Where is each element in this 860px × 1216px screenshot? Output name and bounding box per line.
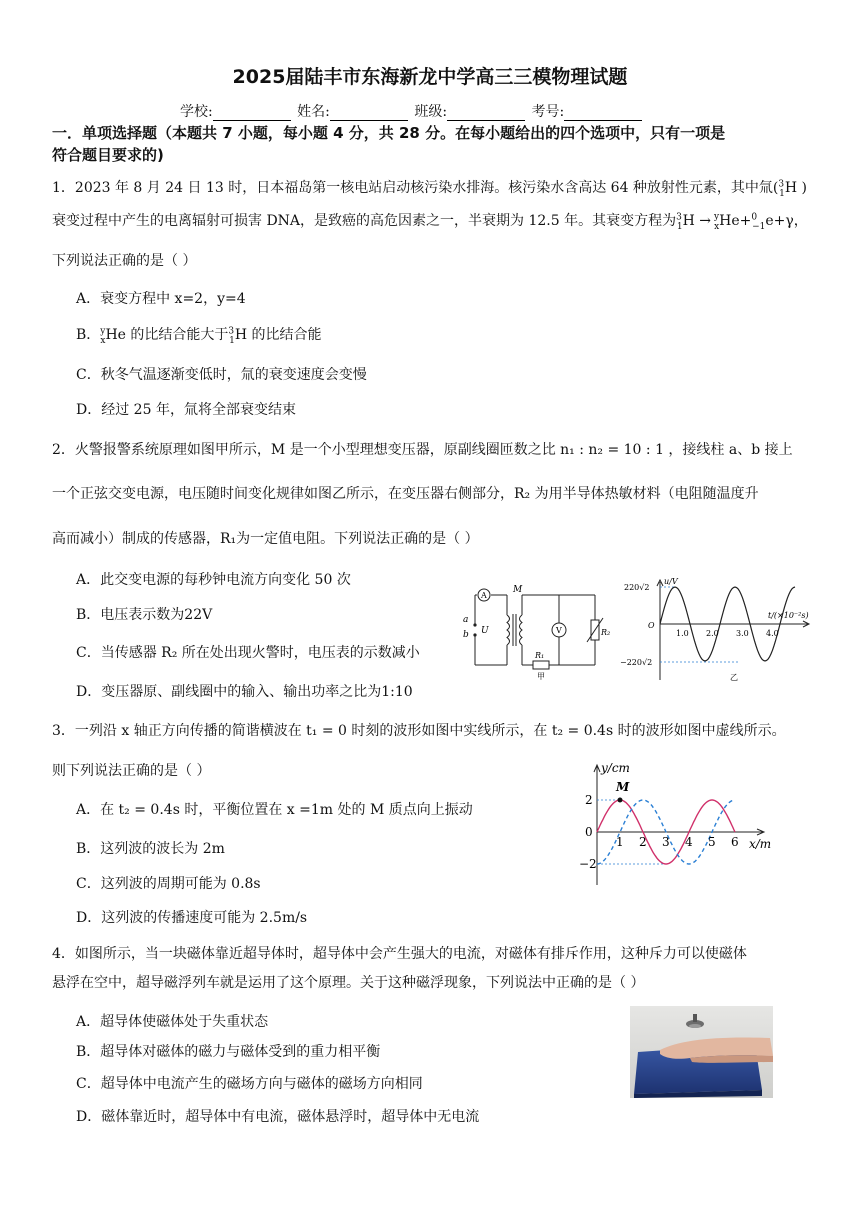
transformer-m-label: M [513, 585, 523, 595]
tick-1: 1.0 [676, 629, 689, 638]
section-heading-line2: 符合题目要求的) [52, 146, 164, 164]
school-label: 学校: [180, 104, 213, 120]
name-label: 姓名: [297, 104, 330, 120]
figure-jia-caption: 甲 [537, 672, 545, 680]
q1-option-b-tail: H 的比结合能 [234, 327, 322, 343]
q2-option-d: D．变压器原、副线圈中的输入、输出功率之比为1:10 [76, 684, 413, 700]
figure-yi-caption: 乙 [730, 673, 738, 682]
x-tick-2: 2 [639, 835, 647, 849]
q2-option-c: C．当传感器 R₂ 所在处出现火警时，电压表的示数减小 [76, 645, 420, 661]
q1-line1-tail: H ) [784, 180, 807, 196]
q4-option-b: B．超导体对磁体的磁力与磁体受到的重力相平衡 [76, 1044, 381, 1060]
x-tick-5: 5 [708, 835, 716, 849]
q4-option-d: D．磁体靠近时，超导体中有电流，磁体悬浮时，超导体中无电流 [76, 1109, 480, 1125]
q1-option-b: B．$^y_x$He 的比结合能大于$^3_1$H 的比结合能 [76, 326, 322, 346]
ac-voltage-graph [620, 576, 820, 688]
q2-line2: 一个正弦交变电源，电压随时间变化规律如图乙所示，在变压器右侧部分，R₂ 为用半导体热敏材料（电阻随温度升 [52, 486, 759, 502]
q1-option-b-text: He 的比结合能大于 [105, 327, 229, 343]
wave-origin-label: 0 [585, 825, 593, 839]
q1-line2: 衰变过程中产生的电离辐射可损害 DNA，是致癌的高危因素之一，半衰期为 12.5 年。其衰变方程为$^3_1$H → $^y_x$He+$^0_{-1}$e+γ， [52, 212, 808, 232]
y-axis-label: y/cm [601, 761, 630, 775]
terminal-a-label: a [463, 615, 469, 625]
q1-option-b-label: B． [76, 327, 101, 343]
x-tick-1: 1 [616, 835, 624, 849]
point-m [618, 798, 623, 803]
q1-line1-text: 1．2023 年 8 月 24 日 13 时，日本福岛第一核电站启动核污染水排海。核污染水含高达 64 种放射性元素，其中氚( [52, 180, 779, 196]
x-tick-6: 6 [731, 835, 739, 849]
circuit-diagram [455, 580, 615, 680]
q1-option-a: A．衰变方程中 x=2，y=4 [76, 291, 246, 307]
student-info [180, 101, 644, 121]
tick-2: 2.0 [706, 629, 719, 638]
q1-option-d: D．经过 25 年，氚将全部衰变结束 [76, 402, 296, 418]
exam-no-label: 考号: [531, 104, 565, 120]
exam-no-blank [564, 106, 642, 121]
section-heading-line1: 一．单项选择题（本题共 7 小题，每小题 4 分，共 28 分。在每小题给出的四个选项中，只有一项是 [52, 124, 726, 142]
maglev-photo [630, 1006, 773, 1098]
class-blank [447, 106, 525, 121]
y-2-label: 2 [585, 793, 593, 807]
x-axis-label: x/m [749, 837, 772, 851]
q3-option-b: B．这列波的波长为 2m [76, 841, 225, 857]
q4-option-c: C．超导体中电流产生的磁场方向与磁体的磁场方向相同 [76, 1076, 423, 1092]
q3-line2: 则下列说法正确的是（ ） [52, 763, 211, 779]
q1-option-c: C．秋冬气温逐渐变低时，氚的衰变速度会变慢 [76, 367, 367, 383]
q1-line1: 1．2023 年 8 月 24 日 13 时，日本福岛第一核电站启动核污染水排海。核污染水含高达 64 种放射性元素，其中氚($^3_1$H ) [52, 179, 807, 199]
q3-option-a: A．在 t₂ = 0.4s 时，平衡位置在 x =1m 处的 M 质点向上振动 [76, 802, 473, 818]
r2-label: R₂ [601, 628, 611, 637]
q3-option-c: C．这列波的周期可能为 0.8s [76, 876, 261, 892]
x-tick-4: 4 [685, 835, 693, 849]
t-axis-label: t/(×10⁻²s) [768, 611, 809, 620]
q1-line2-text: 衰变过程中产生的电离辐射可损害 DNA，是致癌的高危因素之一，半衰期为 12.5 年。其衰变方程为 [52, 213, 677, 229]
tick-4: 4.0 [766, 629, 779, 638]
q2-line3: 高而减小）制成的传感器，R₁为一定值电阻。下列说法正确的是（ ） [52, 531, 479, 547]
x-tick-3: 3 [662, 835, 670, 849]
m-label: M [616, 780, 630, 794]
q3-option-d: D．这列波的传播速度可能为 2.5m/s [76, 910, 308, 926]
u-max-label: 220√2 [624, 583, 650, 592]
tick-3: 3.0 [736, 629, 749, 638]
wave-graph [575, 760, 775, 888]
q3-line1: 3．一列沿 x 轴正方向传播的简谐横波在 t₁ = 0 时刻的波形如图中实线所示，在 t₂ = 0.4s 时的波形如图中虚线所示。 [52, 723, 786, 739]
ammeter-label: A [481, 591, 487, 600]
q2-option-b: B．电压表示数为22V [76, 607, 213, 623]
class-label: 班级: [414, 104, 448, 120]
r1-label: R₁ [535, 651, 545, 660]
q1-eq-e: e+γ， [765, 213, 808, 229]
y-neg2-label: −2 [579, 857, 597, 871]
q1-eq-he: He+ [719, 213, 752, 229]
q1-line3: 下列说法正确的是（ ） [52, 253, 197, 269]
terminal-b-label: b [463, 630, 469, 640]
q2-line1: 2．火警报警系统原理如图甲所示，M 是一个小型理想变压器，原副线圈匝数之比 n₁ : n₂ = 10 : 1 ，接线柱 a、b 接上 [52, 442, 793, 458]
q4-option-a: A．超导体使磁体处于失重状态 [76, 1014, 269, 1030]
u-min-label: −220√2 [620, 658, 653, 667]
q4-line1: 4．如图所示，当一块磁体靠近超导体时，超导体中会产生强大的电流，对磁体有排斥作用，这种斥力可以使磁体 [52, 946, 747, 962]
voltmeter-label: V [556, 626, 562, 635]
page-title: 2025届陆丰市东海新龙中学高三三模物理试题 [232, 66, 628, 88]
origin-label: O [648, 621, 655, 630]
voltage-u-label: U [481, 626, 489, 636]
q2-option-a: A．此交变电源的每秒钟电流方向变化 50 次 [76, 572, 351, 588]
school-blank [213, 106, 291, 121]
q1-eq-h: H → [682, 213, 711, 229]
q4-line2: 悬浮在空中，超导磁浮列车就是运用了这个原理。关于这种磁浮现象，下列说法中正确的是（ ） [52, 975, 645, 991]
u-axis-label: u/V [664, 577, 678, 586]
name-blank [330, 106, 408, 121]
